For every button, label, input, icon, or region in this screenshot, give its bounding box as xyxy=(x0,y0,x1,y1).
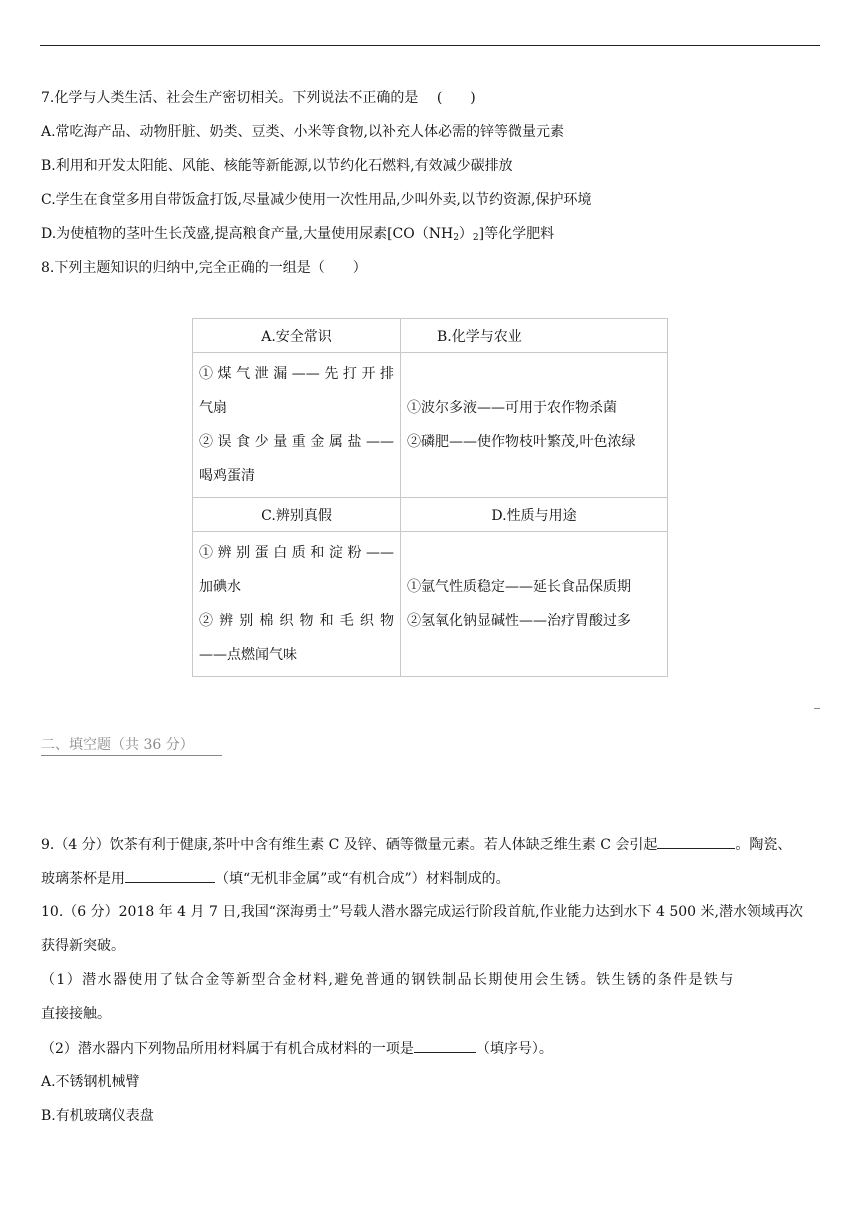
cell-d-body: ①氩气性质稳定——延长食品保质期 ②氢氧化钠显碱性——治疗胃酸过多 xyxy=(401,532,668,677)
section-title: 二、填空题（共 36 分） xyxy=(41,735,222,756)
q7-option-a: A.常吃海产品、动物肝脏、奶类、豆类、小米等食物,以补充人体必需的锌等微量元素 xyxy=(41,124,565,140)
q7-stem xyxy=(41,88,820,108)
cell-d-title: D.性质与用途 xyxy=(401,498,668,532)
q7-stem-text: 7.化学与人类生活、社会生产密切相关。下列说法不正确的是 xyxy=(41,90,419,106)
q10-sub1-line-2: 直接接触。 xyxy=(41,1006,111,1022)
margin-mark xyxy=(814,708,820,709)
q10-sub2: （2）潜水器内下列物品所用材料属于有机合成材料的一项是 （填序号）。 xyxy=(41,1038,820,1059)
q7-option-c: C.学生在食堂多用自带饭盒打饭,尽量减少使用一次性用品,少叫外卖,以节约资源,保护环境 xyxy=(41,192,592,208)
cell-b-title: B.化学与农业 xyxy=(401,319,668,353)
cell-c-body: ①辨别蛋白质和淀粉—— 加碘水 ②辨别棉织物和毛织物 ——点燃闻气味 xyxy=(193,532,401,677)
q7-option-b: B.利用和开发太阳能、风能、核能等新能源,以节约化石燃料,有效减少碳排放 xyxy=(41,158,513,174)
cell-a-title: A.安全常识 xyxy=(193,319,401,353)
q9-line-2: 玻璃茶杯是用 （填“无机非金属”或“有机合成”）材料制成的。 xyxy=(41,868,820,889)
q7-answer-paren: ( ) xyxy=(436,90,476,106)
cell-a-body: ①煤气泄漏——先打开排 气扇 ②误食少量重金属盐—— 喝鸡蛋清 xyxy=(193,353,401,498)
q9-blank-1[interactable] xyxy=(657,834,735,849)
q8-knowledge-table xyxy=(192,318,668,677)
cell-b-body: ①波尔多液——可用于农作物杀菌 ②磷肥——使作物枝叶繁茂,叶色浓绿 xyxy=(401,353,668,498)
q10-line-1: 10.（6 分）2018 年 4 月 7 日,我国“深海勇士”号载人潜水器完成运行阶段首航,作业能力达到水下 4 500 米,潜水领域再次 xyxy=(41,904,803,920)
cell-c-title: C.辨别真假 xyxy=(193,498,401,532)
q8-stem: 8.下列主题知识的归纳中,完全正确的一组是（ ） xyxy=(41,260,367,276)
q10-option-b: B.有机玻璃仪表盘 xyxy=(41,1108,154,1124)
header-rule xyxy=(40,45,820,46)
q10-option-a: A.不锈钢机械臂 xyxy=(41,1074,140,1090)
q9-blank-2[interactable] xyxy=(125,868,215,883)
q9-line-1: 9.（4 分）饮茶有利于健康,茶叶中含有维生素 C 及锌、硒等微量元素。若人体缺乏维生素 C 会引起 。陶瓷、 xyxy=(41,834,820,855)
q10-sub1-line-1: （1）潜水器使用了钛合金等新型合金材料,避免普通的钢铁制品长期使用会生锈。铁生锈的条件是铁与 xyxy=(41,972,735,988)
q7-option-d: D.为使植物的茎叶生长茂盛,提高粮食产量,大量使用尿素$[CO(NH_2)_2]$等化学肥料 xyxy=(41,226,555,243)
q10-line-2: 获得新突破。 xyxy=(41,938,125,954)
q10-blank[interactable] xyxy=(414,1038,476,1053)
